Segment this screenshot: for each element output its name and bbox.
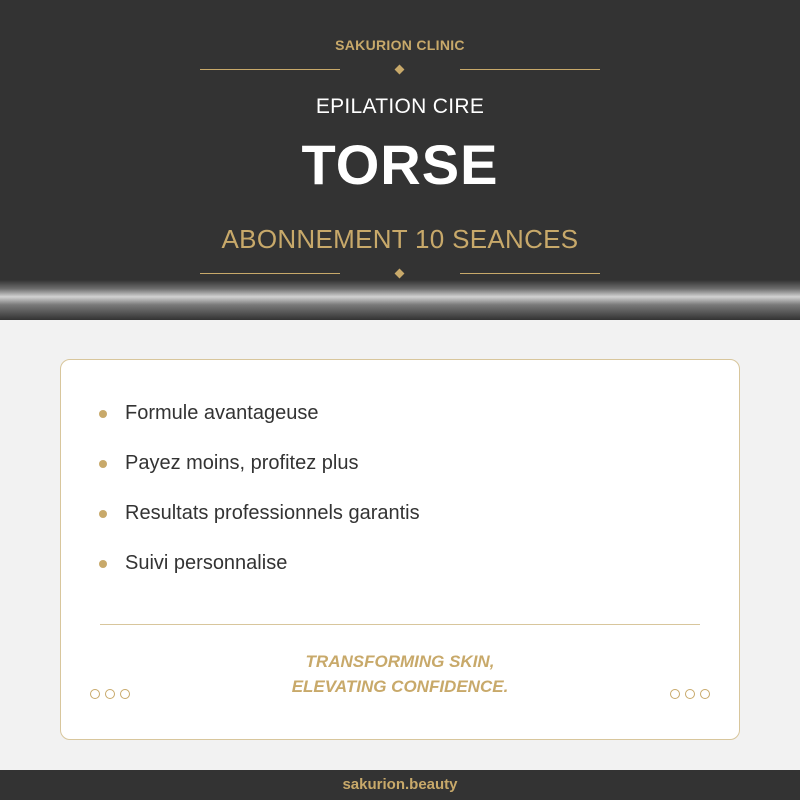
diamond-icon	[395, 269, 405, 279]
circle-icon	[105, 689, 115, 699]
tagline-line-1: TRANSFORMING SKIN,	[305, 652, 495, 671]
circle-icon	[90, 689, 100, 699]
benefit-text: Formule avantageuse	[125, 402, 319, 424]
benefit-text: Resultats professionnels garantis	[125, 502, 420, 524]
card-divider	[100, 624, 700, 625]
decorative-dots-left	[90, 689, 135, 701]
bullet-icon	[99, 560, 107, 568]
tagline-line-2: ELEVATING CONFIDENCE.	[291, 677, 509, 696]
service-category: EPILATION CIRE	[315, 95, 485, 118]
divider-line-right	[460, 69, 600, 70]
divider-line-left	[200, 273, 340, 274]
footer-bar	[0, 770, 800, 800]
benefits-list	[99, 400, 420, 600]
diamond-icon	[395, 65, 405, 75]
bullet-icon	[99, 460, 107, 468]
circle-icon	[685, 689, 695, 699]
plan-name: ABONNEMENT 10 SEANCES	[221, 224, 579, 254]
divider-line-left	[200, 69, 340, 70]
website-url: sakurion.beauty	[342, 776, 458, 793]
bottom-ornament-divider	[0, 268, 800, 280]
benefit-text: Suivi personnalise	[125, 552, 288, 574]
brand-name: SAKURION CLINIC	[335, 37, 465, 53]
benefits-card	[60, 359, 740, 740]
top-ornament-divider	[0, 64, 800, 76]
bullet-icon	[99, 410, 107, 418]
header-banner	[0, 0, 800, 320]
benefit-text: Payez moins, profitez plus	[125, 452, 359, 474]
circle-icon	[700, 689, 710, 699]
header-shine-band	[0, 280, 800, 320]
list-item	[99, 500, 420, 550]
list-item	[99, 550, 420, 600]
list-item	[99, 400, 420, 450]
bullet-icon	[99, 510, 107, 518]
decorative-dots-right	[670, 689, 715, 701]
tagline	[61, 649, 739, 699]
circle-icon	[120, 689, 130, 699]
page-title: TORSE	[301, 133, 499, 196]
circle-icon	[670, 689, 680, 699]
list-item	[99, 450, 420, 500]
divider-line-right	[460, 273, 600, 274]
